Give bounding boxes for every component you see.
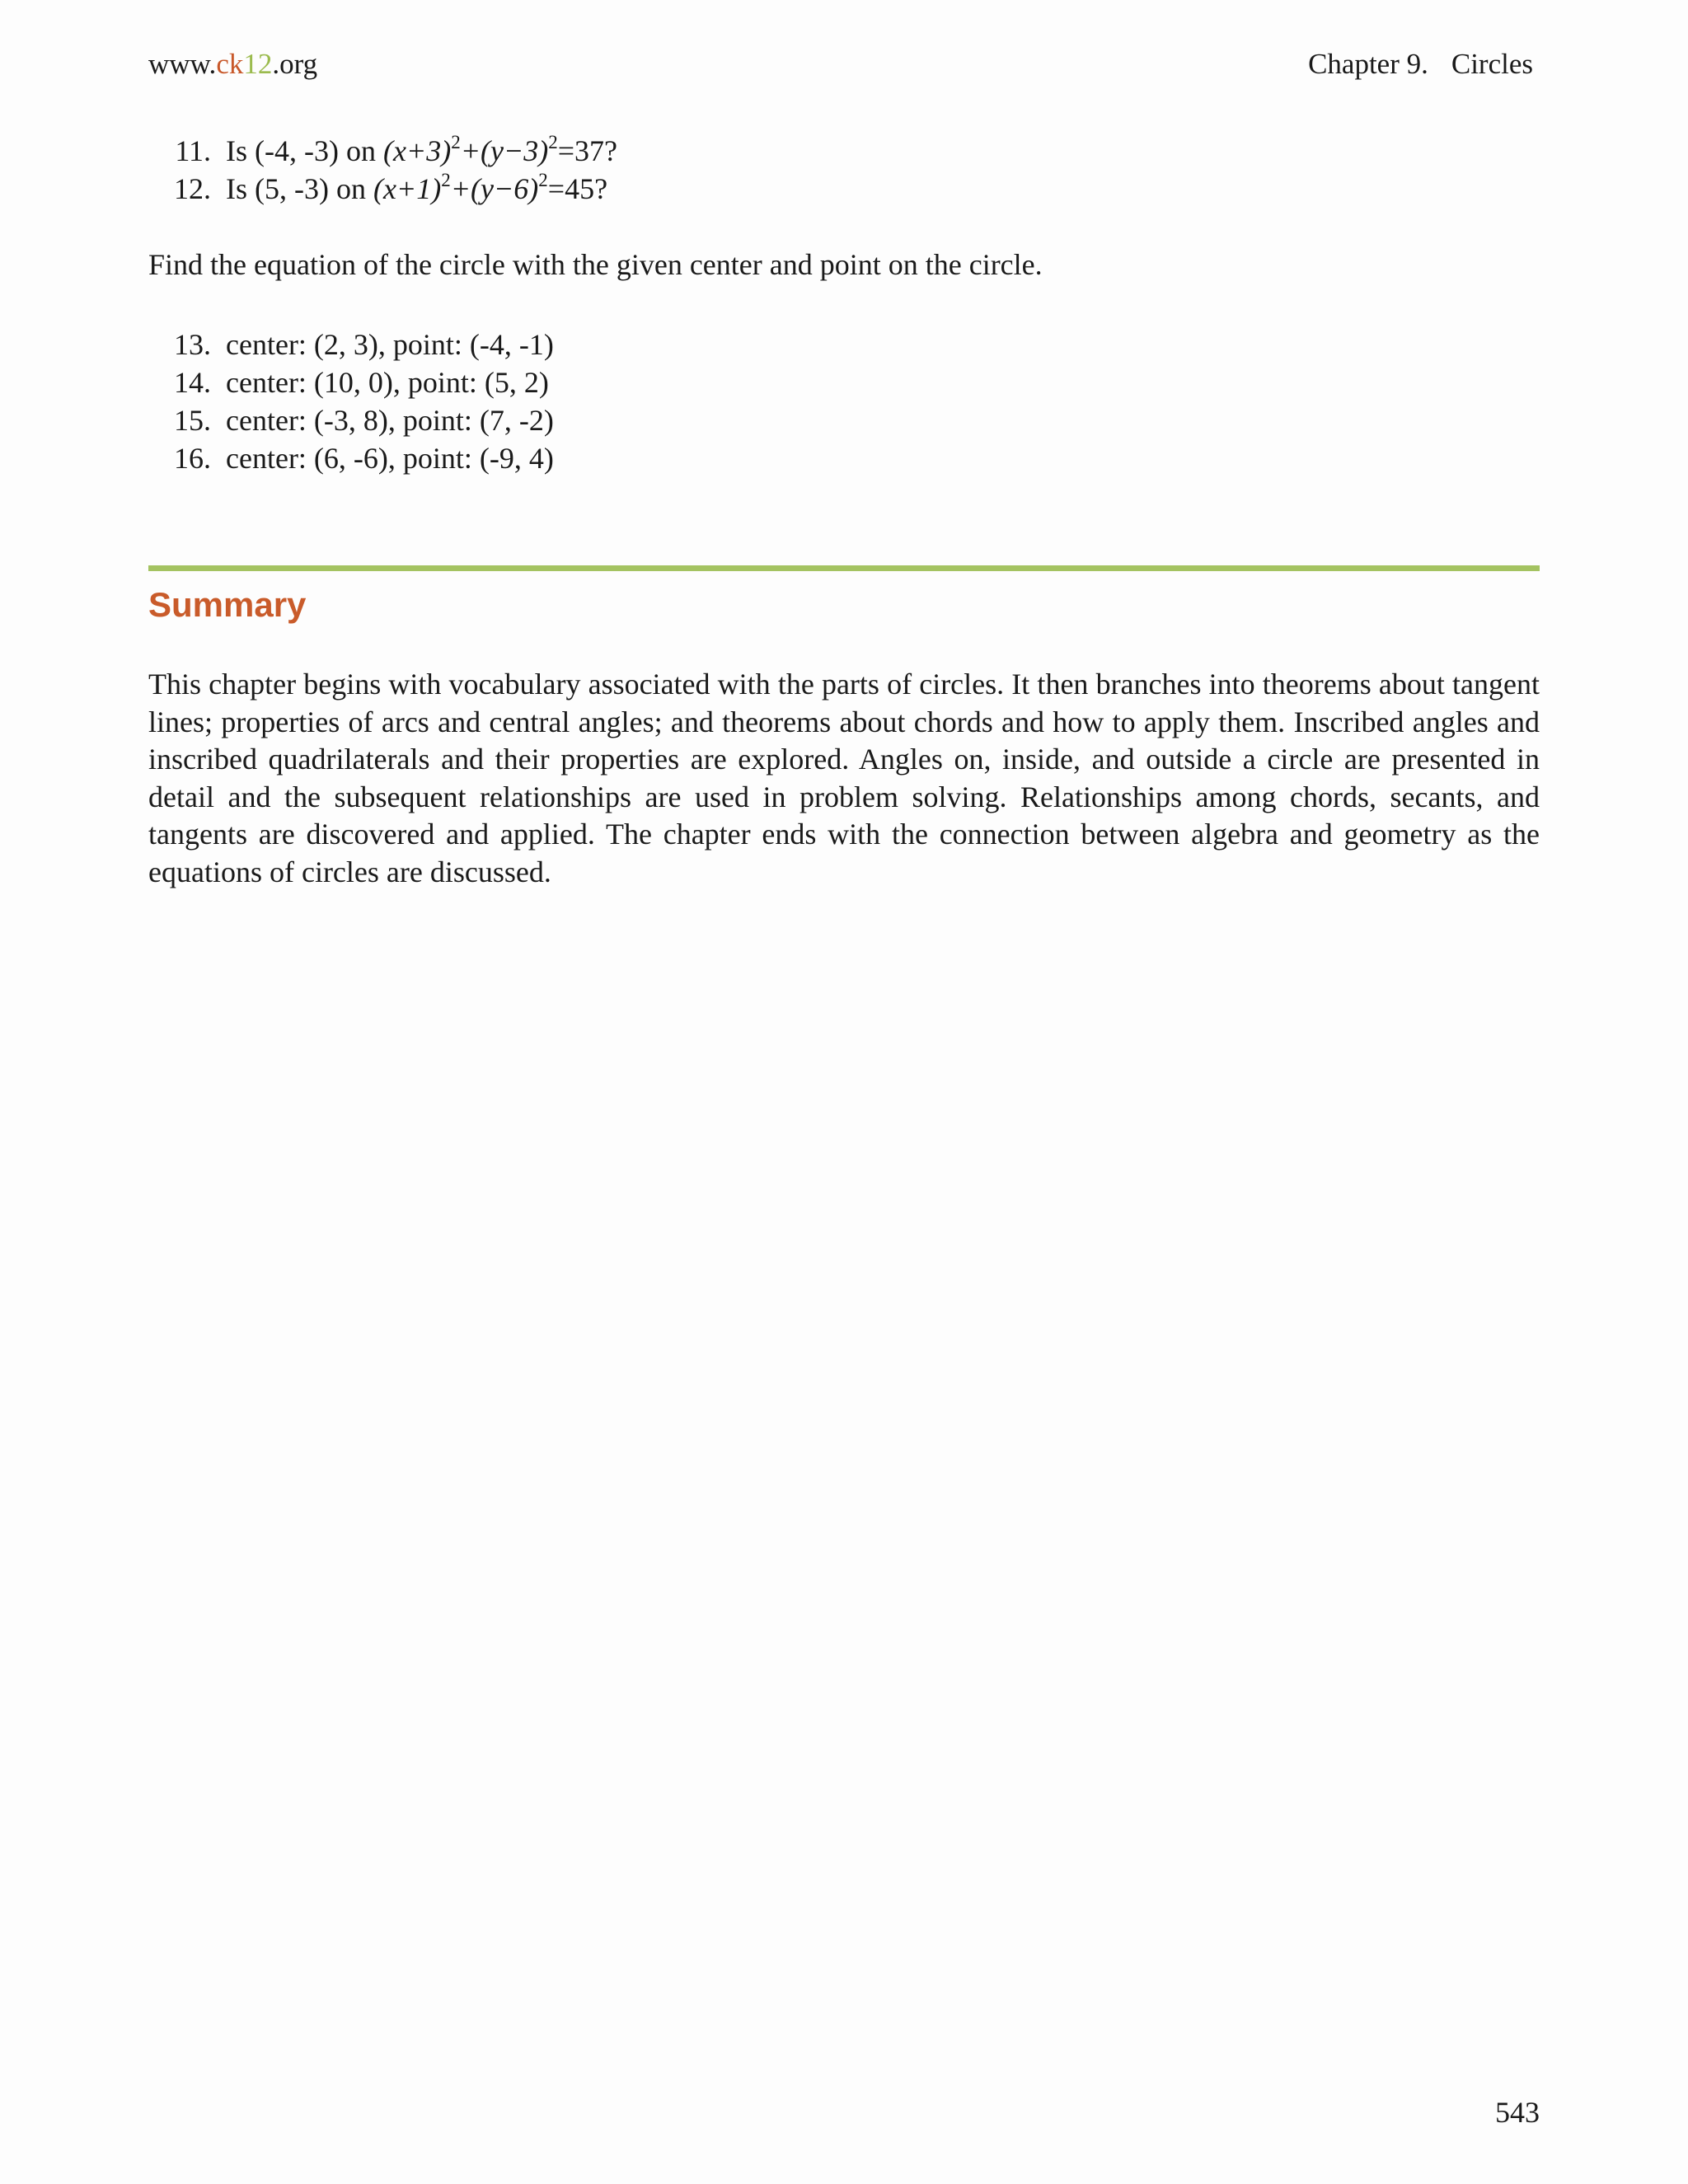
exponent: 2 bbox=[441, 170, 451, 190]
problem-item bbox=[148, 326, 554, 363]
chapter-title: Circles bbox=[1451, 48, 1533, 80]
problem-number: 13. bbox=[174, 328, 211, 361]
site-suffix: .org bbox=[272, 48, 318, 80]
problem-text bbox=[226, 132, 617, 170]
equation bbox=[373, 172, 607, 205]
problem-item bbox=[148, 170, 617, 208]
equation-rest: =37? bbox=[557, 134, 618, 167]
problem-lead: Is (5, -3) on bbox=[226, 172, 373, 205]
equation-term: (x+1) bbox=[373, 172, 442, 205]
summary-paragraph: This chapter begins with vocabulary associated with the parts of circles. It then branches into theorems about tangent lines; properties of arcs and central angles; and theorems about chords and how to apply them. Inscribed angles and inscribed quadrilaterals and their properties are explored. Angles on, inside, and outside a circle are presented in detail and the subsequent relationships are used in problem solving. Relationships among chords, secants, and tangents are discovered and applied. The chapter ends with the connection between algebra and geometry as the equations of circles are discussed. bbox=[148, 668, 1540, 888]
equation bbox=[383, 134, 617, 167]
problem-text: center: (10, 0), point: (5, 2) bbox=[226, 366, 549, 399]
problem-item bbox=[148, 439, 554, 477]
page-header bbox=[148, 48, 1533, 81]
problem-item bbox=[148, 363, 554, 401]
problem-text: center: (2, 3), point: (-4, -1) bbox=[226, 328, 554, 361]
problem-number: 14. bbox=[174, 366, 211, 399]
chapter-heading bbox=[1308, 48, 1533, 81]
site-ck: ck bbox=[216, 48, 244, 80]
problem-number: 16. bbox=[174, 442, 211, 475]
problem-number: 12. bbox=[174, 172, 211, 205]
problem-number: 11. bbox=[175, 134, 211, 167]
page-number: 543 bbox=[1495, 2096, 1540, 2129]
section-divider bbox=[148, 565, 1540, 571]
problem-text: center: (-3, 8), point: (7, -2) bbox=[226, 404, 554, 437]
summary-heading: Summary bbox=[148, 585, 307, 624]
site-url[interactable] bbox=[148, 48, 317, 81]
equation-term: +(y−6) bbox=[450, 172, 539, 205]
problem-list-membership bbox=[148, 132, 617, 208]
equation-term: (x+3) bbox=[382, 134, 452, 167]
problem-text bbox=[226, 170, 607, 208]
problem-text: center: (6, -6), point: (-9, 4) bbox=[226, 442, 554, 475]
problem-item bbox=[148, 401, 554, 439]
problem-list-equations bbox=[148, 326, 554, 477]
problem-number: 15. bbox=[174, 404, 211, 437]
exponent: 2 bbox=[451, 132, 461, 152]
chapter-number: Chapter 9. bbox=[1308, 48, 1428, 80]
site-12: 12 bbox=[243, 48, 273, 80]
equation-rest: =45? bbox=[547, 172, 608, 205]
problem-item bbox=[148, 132, 617, 170]
instruction-text: Find the equation of the circle with the given center and point on the circle. bbox=[148, 248, 1043, 281]
exponent: 2 bbox=[538, 170, 548, 190]
equation-term: +(y−3) bbox=[460, 134, 549, 167]
exponent: 2 bbox=[548, 132, 558, 152]
problem-lead: Is (-4, -3) on bbox=[226, 134, 383, 167]
site-prefix: www. bbox=[148, 48, 217, 80]
